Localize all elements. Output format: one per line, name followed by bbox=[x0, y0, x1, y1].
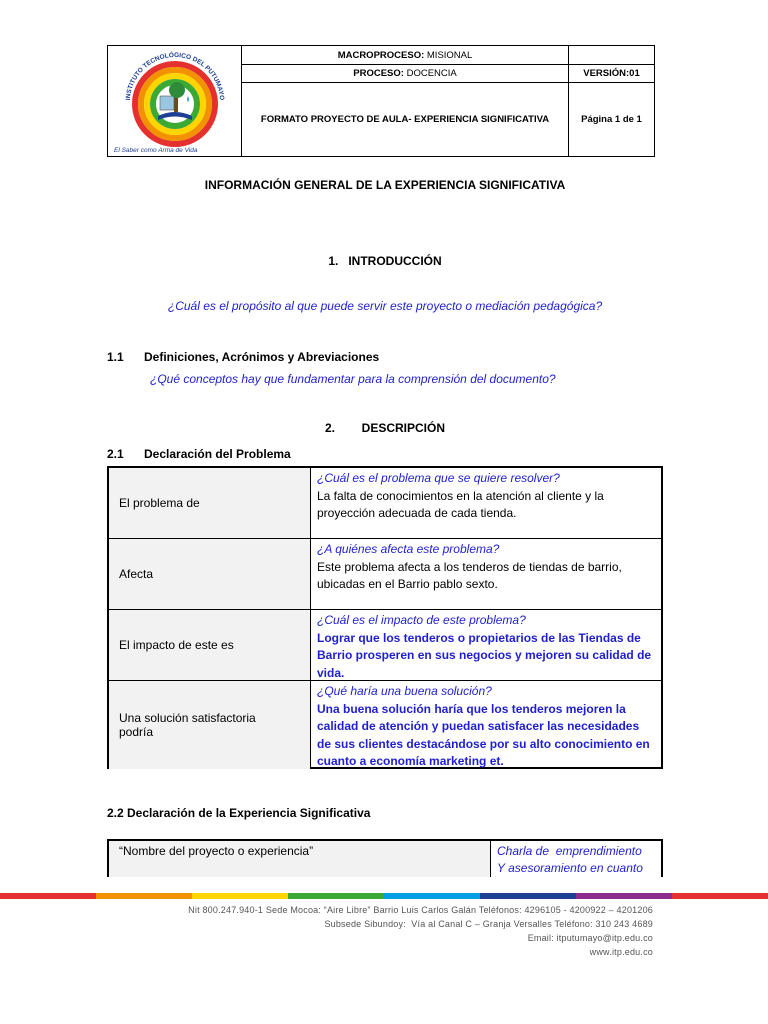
row-answer: Lograr que los tenderos o propietarios de las Tiendas de Barrio prosperen en sus negocios y mejoren su calidad de vida. bbox=[317, 630, 652, 680]
row-question: ¿Cuál es el impacto de este problema? bbox=[317, 613, 526, 627]
experience-label: “Nombre del proyecto o experiencia” bbox=[109, 841, 491, 877]
proceso-label: PROCESO: bbox=[353, 67, 404, 79]
formato-cell: FORMATO PROYECTO DE AULA- EXPERIENCIA SIGNIFICATIVA bbox=[242, 82, 569, 156]
section-1-1-title: Definiciones, Acrónimos y Abreviaciones bbox=[144, 350, 380, 364]
logo-ring-text: INSTITUTO TECNOLÓGICO DEL PUTUMAYO bbox=[125, 51, 226, 101]
header-table bbox=[107, 45, 655, 157]
row-answer: Este problema afecta a los tenderos de tiendas de barrio, ubicadas en el Barrio pablo sexto. bbox=[317, 559, 622, 591]
row-content bbox=[311, 468, 661, 538]
row-content bbox=[311, 681, 661, 769]
section-1-1-question: ¿Qué conceptos hay que fundamentar para la comprensión del documento? bbox=[150, 372, 556, 386]
intro-question: ¿Cuál es el propósito al que puede servir este proyecto o mediación pedagógica? bbox=[167, 299, 603, 313]
logo-emblem-icon bbox=[108, 46, 242, 156]
row-label: Afecta bbox=[109, 539, 311, 609]
document-title: INFORMACIÓN GENERAL DE LA EXPERIENCIA SIGNIFICATIVA bbox=[204, 178, 566, 192]
experience-table bbox=[107, 839, 663, 877]
experience-value bbox=[491, 841, 661, 877]
table-row bbox=[109, 610, 661, 681]
table-row bbox=[109, 681, 661, 769]
experience-value-line: Y asesoramiento en cuanto bbox=[497, 861, 643, 875]
version-cell: VERSIÓN:01 bbox=[583, 67, 640, 79]
section-2-1-number: 2.1 bbox=[107, 447, 124, 461]
description-heading: 2. DESCRIPCIÓN bbox=[324, 421, 446, 435]
institution-logo bbox=[108, 46, 242, 156]
proceso-cell bbox=[242, 64, 569, 82]
intro-heading: 1. INTRODUCCIÓN bbox=[328, 254, 442, 268]
table-row bbox=[109, 468, 661, 539]
row-answer: La falta de conocimientos en la atención al cliente y la proyección adecuada de cada tienda. bbox=[317, 488, 604, 520]
row-content bbox=[311, 610, 661, 680]
row-content bbox=[311, 539, 661, 609]
problem-table bbox=[107, 466, 663, 769]
row-label: El problema de bbox=[109, 468, 311, 538]
section-2-1-title: Declaración del Problema bbox=[144, 447, 291, 461]
macroproceso-cell bbox=[242, 46, 569, 64]
blank-cell bbox=[569, 46, 654, 64]
footer-email[interactable]: Email: itputumayo@itp.edu.co bbox=[527, 933, 653, 943]
experience-value-line: Charla de emprendimiento bbox=[497, 844, 642, 858]
proceso-value: DOCENCIA bbox=[403, 67, 457, 79]
row-label: Una solución satisfactoria podría bbox=[109, 681, 311, 769]
row-answer: Una buena solución haría que los tenderos mejoren la calidad de atención y puedan satisfacer las necesidades de sus clientes destacándose por su alto conocimiento en cuanto a economía marketing et. bbox=[317, 701, 650, 768]
row-question: ¿Cuál es el problema que se quiere resolver? bbox=[317, 471, 560, 485]
section-2-2-title: 2.2 Declaración de la Experiencia Significativa bbox=[107, 806, 371, 820]
footer-website[interactable]: www.itp.edu.co bbox=[589, 947, 653, 957]
row-question: ¿A quiénes afecta este problema? bbox=[317, 542, 500, 556]
pagina-cell: Página 1 de 1 bbox=[581, 113, 642, 125]
footer-color-stripe bbox=[0, 893, 768, 899]
macroproceso-value: MISIONAL bbox=[424, 49, 473, 61]
row-label: El impacto de este es bbox=[109, 610, 311, 680]
macroproceso-label: MACROPROCESO: bbox=[337, 49, 425, 61]
footer-address: Nit 800.247.940-1 Sede Mocoa: “Aire Libre” Barrio Luis Carlos Galán Teléfonos: 4296105 - 4200922 – 4201206 bbox=[188, 905, 653, 915]
section-1-1-number: 1.1 bbox=[107, 350, 124, 364]
row-question: ¿Qué haría una buena solución? bbox=[317, 684, 492, 698]
logo-slogan: El Saber como Arma de Vida bbox=[114, 147, 198, 154]
table-row bbox=[109, 539, 661, 610]
footer-subsede: Subsede Sibundoy: Vía al Canal C – Granja Versalles Teléfono: 310 243 4689 bbox=[324, 919, 653, 929]
